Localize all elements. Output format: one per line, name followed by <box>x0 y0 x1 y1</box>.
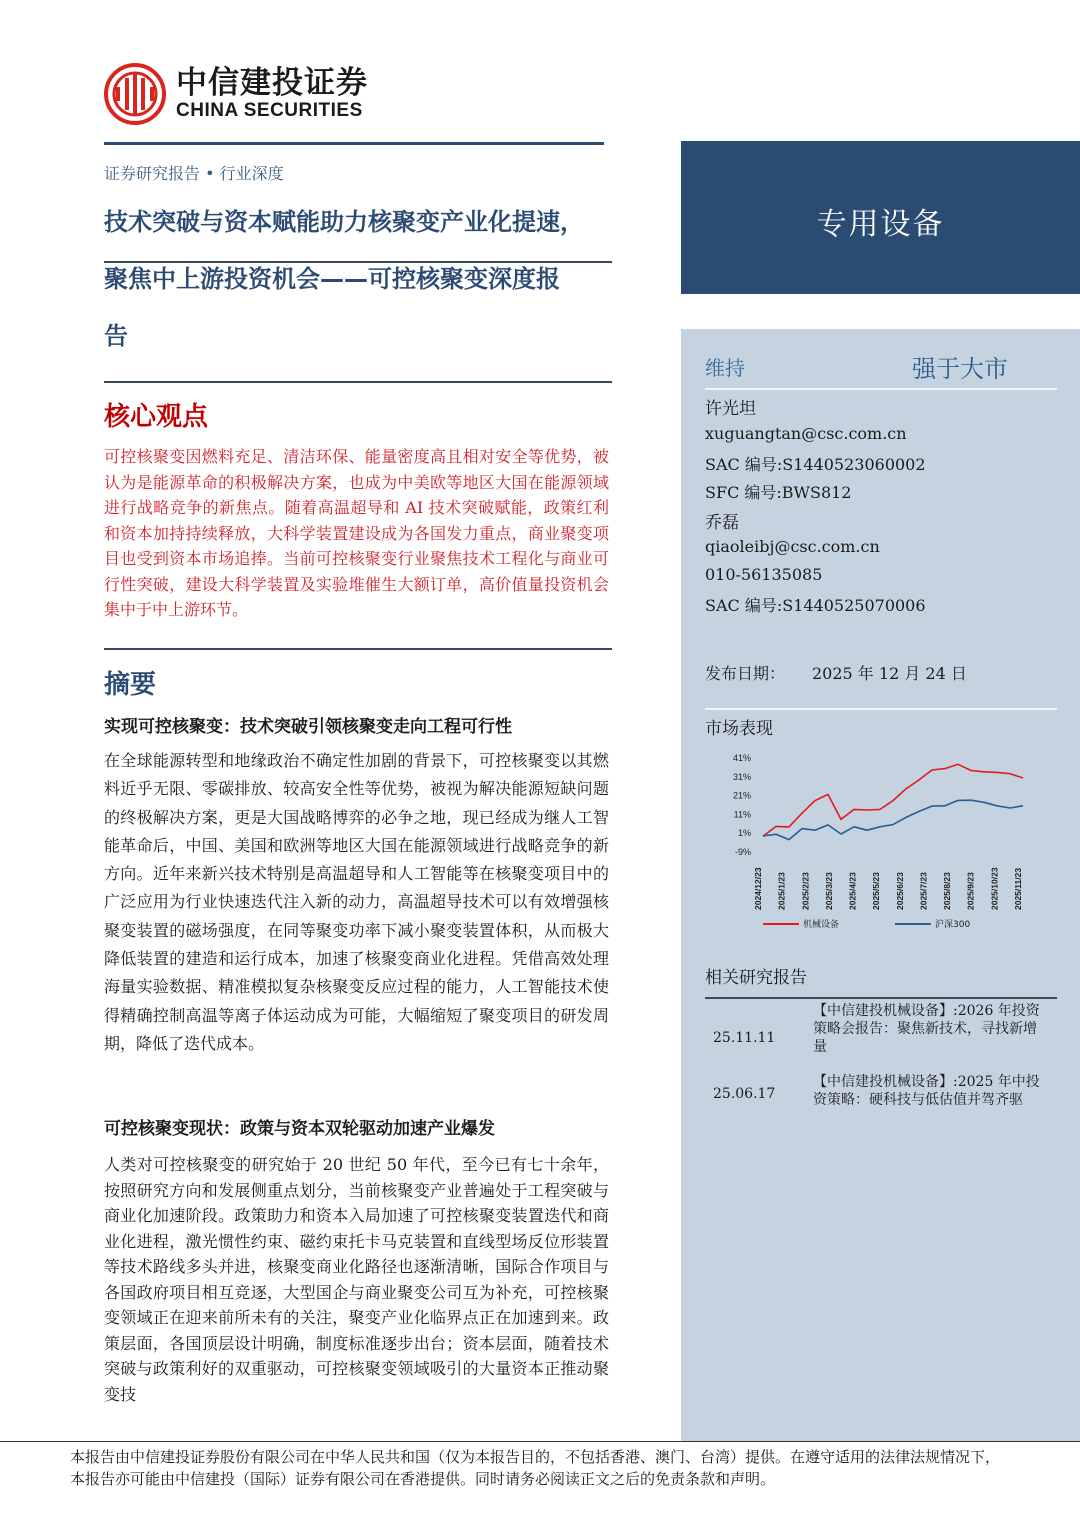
related-report-2-title[interactable]: 【中信建投机械设备】:2025 年中投资策略：硬科技与低估值并驾齐驱 <box>813 1074 1040 1108</box>
summary-paragraph-2: 人类对可控核聚变的研究始于 20 世纪 50 年代，至今已有七十余年，按照研究方向和发展侧重点划分，当前核聚变产业普遍处于工程突破与商业化加速阶段。政策助力和资本入局加速了可控核聚变装置迭代和商业化进程，激光惯性约束、磁约束托卡马克装置和直线型场反位形装置等技术路线多头并进，核聚变商业化路径也逐渐清晰，国际合作项目与各国政府项目相互竞逐，大型国企与商业聚变公司互为补充，可控核聚变领域正在迎来前所未有的关注，聚变产业化临界点正在加速到来。政策层面，各国顶层设计明确，制度标准逐步出台；资本层面，随着技术突破与政策利好的双重驱动，可控核聚变领域吸引的大量资本正推动聚变技 <box>104 1155 609 1404</box>
analyst-1-sfc: SFC 编号:BWS812 <box>705 483 852 502</box>
legend-label: 机械设备 <box>803 920 840 930</box>
sector-label: 专用设备 <box>816 207 945 242</box>
summary-heading: 摘要 <box>104 670 157 700</box>
publish-divider <box>705 708 1057 710</box>
related-report-1-title[interactable]: 【中信建投机械设备】:2026 年投资策略会报告：聚焦新技术，寻找新增量 <box>813 1003 1040 1055</box>
rating-divider <box>705 388 1057 390</box>
summary-paragraph-1: 在全球能源转型和地缘政治不确定性加剧的背景下，可控核聚变以其燃料近乎无限、零碳排放、较高安全性等优势，被视为解决能源短缺问题的终极解决方案，更是大国战略博弈的必争之地，现已经成为继人工智能革命后，中国、美国和欧洲等地区大国在能源领域进行战略竞争的新方向。近年来新兴技术特别是高温超导和人工智能等在核聚变项目中的广泛应用为行业快速迭代注入新的动力，高温超导技术可以有效增强核聚变装置的磁场强度，在同等聚变功率下减小聚变装置体积，从而极大降低装置的建造和运行成本，加速了核聚变商业化进程。凭借高效处理海量实验数据、精准模拟复杂核聚变反应过程的能力，人工智能技术使得精确控制高温等离子体运动成为可能，大幅缩短了聚变项目的研发周期，降低了迭代成本。 <box>104 751 609 1053</box>
x-tick-label: 2025/9/23 <box>965 872 976 910</box>
analyst-2-sac: SAC 编号:S1440525070006 <box>705 596 926 615</box>
publish-date-label: 发布日期： <box>705 664 786 683</box>
brand-name-en: CHINA SECURITIES <box>176 100 363 121</box>
disclaimer-line-1: 本报告由中信建投证券股份有限公司在中华人民共和国（仅为本报告目的，不包括香港、澳门、台湾）提供。在遵守适用的法律法规情况下， <box>70 1448 1001 1466</box>
x-tick-label: 2025/5/23 <box>871 872 882 910</box>
title-line-1: 技术突破与资本赋能助力核聚变产业化提速， <box>104 208 584 236</box>
sector-banner <box>681 141 1080 294</box>
series-line-machinery <box>763 764 1023 836</box>
report-type: 证券研究报告 • 行业深度 <box>104 164 284 183</box>
x-tick-label: 2025/11/23 <box>1013 867 1023 910</box>
rating-value: 强于大市 <box>912 355 1008 383</box>
china-securities-logo-icon <box>104 63 166 125</box>
legend-label: 沪深300 <box>935 920 971 930</box>
related-reports-heading: 相关研究报告 <box>705 968 807 988</box>
disclaimer-line-2: 本报告亦可能由中信建投（国际）证券有限公司在香港提供。同时请务必阅读正文之后的免责条款和声明。 <box>70 1470 776 1488</box>
y-tick-label: 31% <box>732 771 751 782</box>
title-line-3: 告 <box>104 322 128 350</box>
y-tick-label: 21% <box>732 790 751 801</box>
core-divider <box>104 381 612 383</box>
x-tick-label: 2025/4/23 <box>847 872 858 910</box>
y-tick-label: 11% <box>733 809 751 820</box>
top-divider <box>104 142 604 145</box>
market-performance-heading: 市场表现 <box>705 719 773 739</box>
analyst-1-sac: SAC 编号:S1440523060002 <box>705 455 926 474</box>
x-tick-label: 2025/10/23 <box>989 867 1000 910</box>
x-tick-label: 2025/1/23 <box>776 872 787 910</box>
x-tick-label: 2024/12/23 <box>753 867 763 910</box>
x-tick-label: 2025/6/23 <box>894 872 905 910</box>
analyst-2-name: 乔磊 <box>705 513 739 533</box>
y-tick-label: -9% <box>734 847 751 857</box>
summary-divider <box>104 648 612 650</box>
brand-logo <box>104 60 368 128</box>
x-tick-label: 2025/2/23 <box>800 872 811 910</box>
related-report-1-date: 25.11.11 <box>713 1030 776 1046</box>
footer-divider <box>0 1441 1080 1442</box>
core-view-heading: 核心观点 <box>104 402 209 432</box>
publish-date: 2025 年 12 月 24 日 <box>812 664 967 683</box>
title-line-2: 聚焦中上游投资机会——可控核聚变深度报 <box>104 265 560 293</box>
y-tick-label: 1% <box>737 828 751 839</box>
y-tick-label: 41% <box>732 753 751 763</box>
analyst-1-email[interactable]: xuguangtan@csc.com.cn <box>705 424 907 443</box>
market-performance-chart <box>727 746 1027 938</box>
disclaimer-footer <box>70 1446 1080 1490</box>
related-report-2-date: 25.06.17 <box>713 1086 776 1102</box>
series-line-csi300 <box>763 800 1023 839</box>
summary-subheading-2: 可控核聚变现状：政策与资本双轮驱动加速产业爆发 <box>104 1119 495 1139</box>
x-tick-label: 2025/8/23 <box>942 872 953 910</box>
analyst-2-phone: 010-56135085 <box>705 565 823 584</box>
analyst-2-email[interactable]: qiaoleibj@csc.com.cn <box>705 537 880 556</box>
rating-action: 维持 <box>705 356 745 380</box>
analyst-1-name: 许光坦 <box>705 399 756 419</box>
summary-subheading-1: 实现可控核聚变：技术突破引领核聚变走向工程可行性 <box>104 717 512 737</box>
x-tick-label: 2025/7/23 <box>918 872 929 910</box>
x-tick-label: 2025/3/23 <box>823 872 834 910</box>
brand-name-cn: 中信建投证券 <box>176 65 368 101</box>
core-view-text: 可控核聚变因燃料充足、清洁环保、能量密度高且相对安全等优势，被认为是能源革命的积极解决方案，也成为中美欧等地区大国在能源领域进行战略竞争的新焦点。随着高温超导和 AI 技术突破赋能，政策红利和资本加持持续释放，大科学装置建设成为各国发力重点，商业聚变项目也受到资本市场追捧。当前可控核聚变行业聚焦技术工程化与商业可行性突破，建设大科学装置及实验堆催生大额订单，高价值量投资机会集中于中上游环节。 <box>104 447 609 619</box>
title-underline <box>104 261 612 263</box>
report-title <box>104 194 619 365</box>
related-divider <box>705 997 1057 999</box>
